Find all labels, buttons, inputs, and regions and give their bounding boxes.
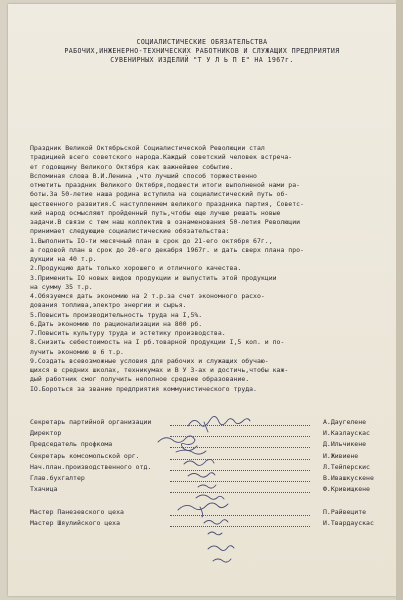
body-line: 1.Выполнить IO-ти месячный план в срок до 21-его октября 67г., xyxy=(30,236,273,245)
signature-role: Нач.план.производственного отд. xyxy=(30,462,152,471)
body-line: 6.Дать экономию по рационализации на 800 рб. xyxy=(30,319,203,328)
signature-name: П.Райвеците xyxy=(323,507,367,516)
signature-name: А.Даугелене xyxy=(323,418,367,426)
body-line: 3.Применить IO новых видов продукции и выпустить этой продукции xyxy=(30,273,277,282)
body-line: щественного развития.С наступлением великого праздника партия, Советс- xyxy=(30,199,304,208)
body-line: 8.Снизить себестоимость на I рб.товарной продукции I,5 коп. и по- xyxy=(30,338,285,347)
title-line: СОЦИАЛИСТИЧЕСКИЕ ОБЯЗАТЕЛЬСТВА xyxy=(136,38,268,46)
signature-name: В.Ивашкускене xyxy=(323,473,374,482)
body-line: ет годовщину Великого Октября как важнейшее событие. xyxy=(30,162,234,171)
signature-row xyxy=(30,473,374,485)
signature-name: Д.Ильчикене xyxy=(323,440,367,449)
signature-line xyxy=(170,492,310,493)
signature-scribble xyxy=(213,559,231,562)
signature-role: Мастер Панезевского цеха xyxy=(30,507,124,516)
signature-name: И.Живиене xyxy=(323,451,359,460)
signature-role: Председатель профкома xyxy=(30,440,113,449)
signature-name: И.Твардаускас xyxy=(323,518,374,527)
body-line: дования топлива,электро энергии и сырья. xyxy=(30,301,187,310)
signature-row xyxy=(30,518,374,530)
signature-line xyxy=(170,515,310,516)
signature-row xyxy=(30,508,370,519)
signature-row xyxy=(30,418,370,429)
title-line: РАБОЧИХ,ИНЖЕНЕРНО-ТЕХНИЧЕСКИХ РАБОТНИКОВ И СЛУЖАЩИХ ПРЕДПРИЯТИЯ xyxy=(64,47,340,55)
body-line: традицией всего советского народа.Каждый советский человек встреча- xyxy=(30,153,293,162)
document-title xyxy=(8,38,396,65)
signature-role: Глав.бухгалтер xyxy=(30,473,85,482)
body-line: Праздник Великой Октябрьской Социалистической Революции стал xyxy=(30,144,265,152)
signature-line xyxy=(170,459,310,460)
page-edge xyxy=(396,0,403,600)
signature-scribble xyxy=(208,546,234,551)
signature-line xyxy=(170,470,310,471)
signature-row xyxy=(30,463,370,474)
signature-role: Секретарь партийной организации xyxy=(30,418,152,426)
body-line: отметить праздник Великого Октября,подвести итоги выполненой нами ра- xyxy=(30,181,301,189)
signature-row xyxy=(30,485,370,496)
body-line: боты.За 50-летие наша родина вступила на социалистический путь об- xyxy=(30,190,289,199)
signature-name: И.Казлаускас xyxy=(323,429,370,438)
signature-spacer xyxy=(30,496,370,507)
title-line: СУВЕНИРНЫХ ИЗДЕЛИЙ "Т У Л Ь П Е" НА 1967г. xyxy=(110,56,294,64)
body-line: дукции на 40 т.р. xyxy=(30,255,97,263)
body-line: на сумму 35 т.р. xyxy=(30,282,93,291)
signature-scribble xyxy=(208,532,222,535)
signature-line xyxy=(170,526,310,527)
signature-name: Л.Тейперскис xyxy=(323,462,370,471)
document-page xyxy=(8,4,396,596)
body-line: 5.Повысить производительность труда на I,5%. xyxy=(30,310,203,319)
signature-line xyxy=(170,481,310,482)
signature-row xyxy=(30,452,370,463)
body-line: IO.Бороться за звание предприятия коммунистического труда. xyxy=(30,384,257,393)
body-line: щихся в средних школах, техникумах и В У З-ах и достичь,чтобы каж- xyxy=(30,366,289,374)
signature-line xyxy=(170,425,310,426)
body-line: дый работник смог получить неполное среднее образование. xyxy=(30,375,250,384)
body-line: 7.Повысить культуру труда и эстетику производства. xyxy=(30,329,226,337)
document-body xyxy=(30,144,380,394)
signature-role: Директор xyxy=(30,429,62,438)
body-line: задачи.В связи с тем наш коллектив в ознаменования 50-летия Революции xyxy=(30,218,301,226)
signature-line xyxy=(170,447,310,448)
body-line: принимает следующие социалистические обязательства: xyxy=(30,227,230,236)
signature-line xyxy=(170,436,310,437)
body-line: 9.Создать всевозможные условия для рабочих и служащих обучаю- xyxy=(30,356,269,365)
signature-row xyxy=(30,429,370,440)
body-line: Вспоминая слова В.И.Ленина ,что лучший способ торжественно xyxy=(30,171,257,180)
signature-block xyxy=(30,418,374,530)
signature-row xyxy=(30,440,370,451)
body-line: 4.Обязуемся дать экономию на 2 т.р.за счет экономного расхо- xyxy=(30,292,265,300)
signature-role: Мастер Шяулийского цеха xyxy=(30,518,121,527)
body-line: кий народ осмысляют пройденный путь,чтобы еще лучше решать новые xyxy=(30,208,281,217)
signature-name: Ф.Кривищкене xyxy=(323,485,370,494)
signature-role: Секретарь комсомольской орг. xyxy=(30,451,140,460)
body-line: лучить экономию в 6 т.р. xyxy=(30,347,124,356)
signature-role: Тхачица xyxy=(30,485,58,494)
body-line: 2.Продукцию дать только хорошего и отличного качества. xyxy=(30,264,242,273)
body-line: а годовой план в срок до 20-его декабря 1967г. и дать сверх плана про- xyxy=(30,245,304,254)
